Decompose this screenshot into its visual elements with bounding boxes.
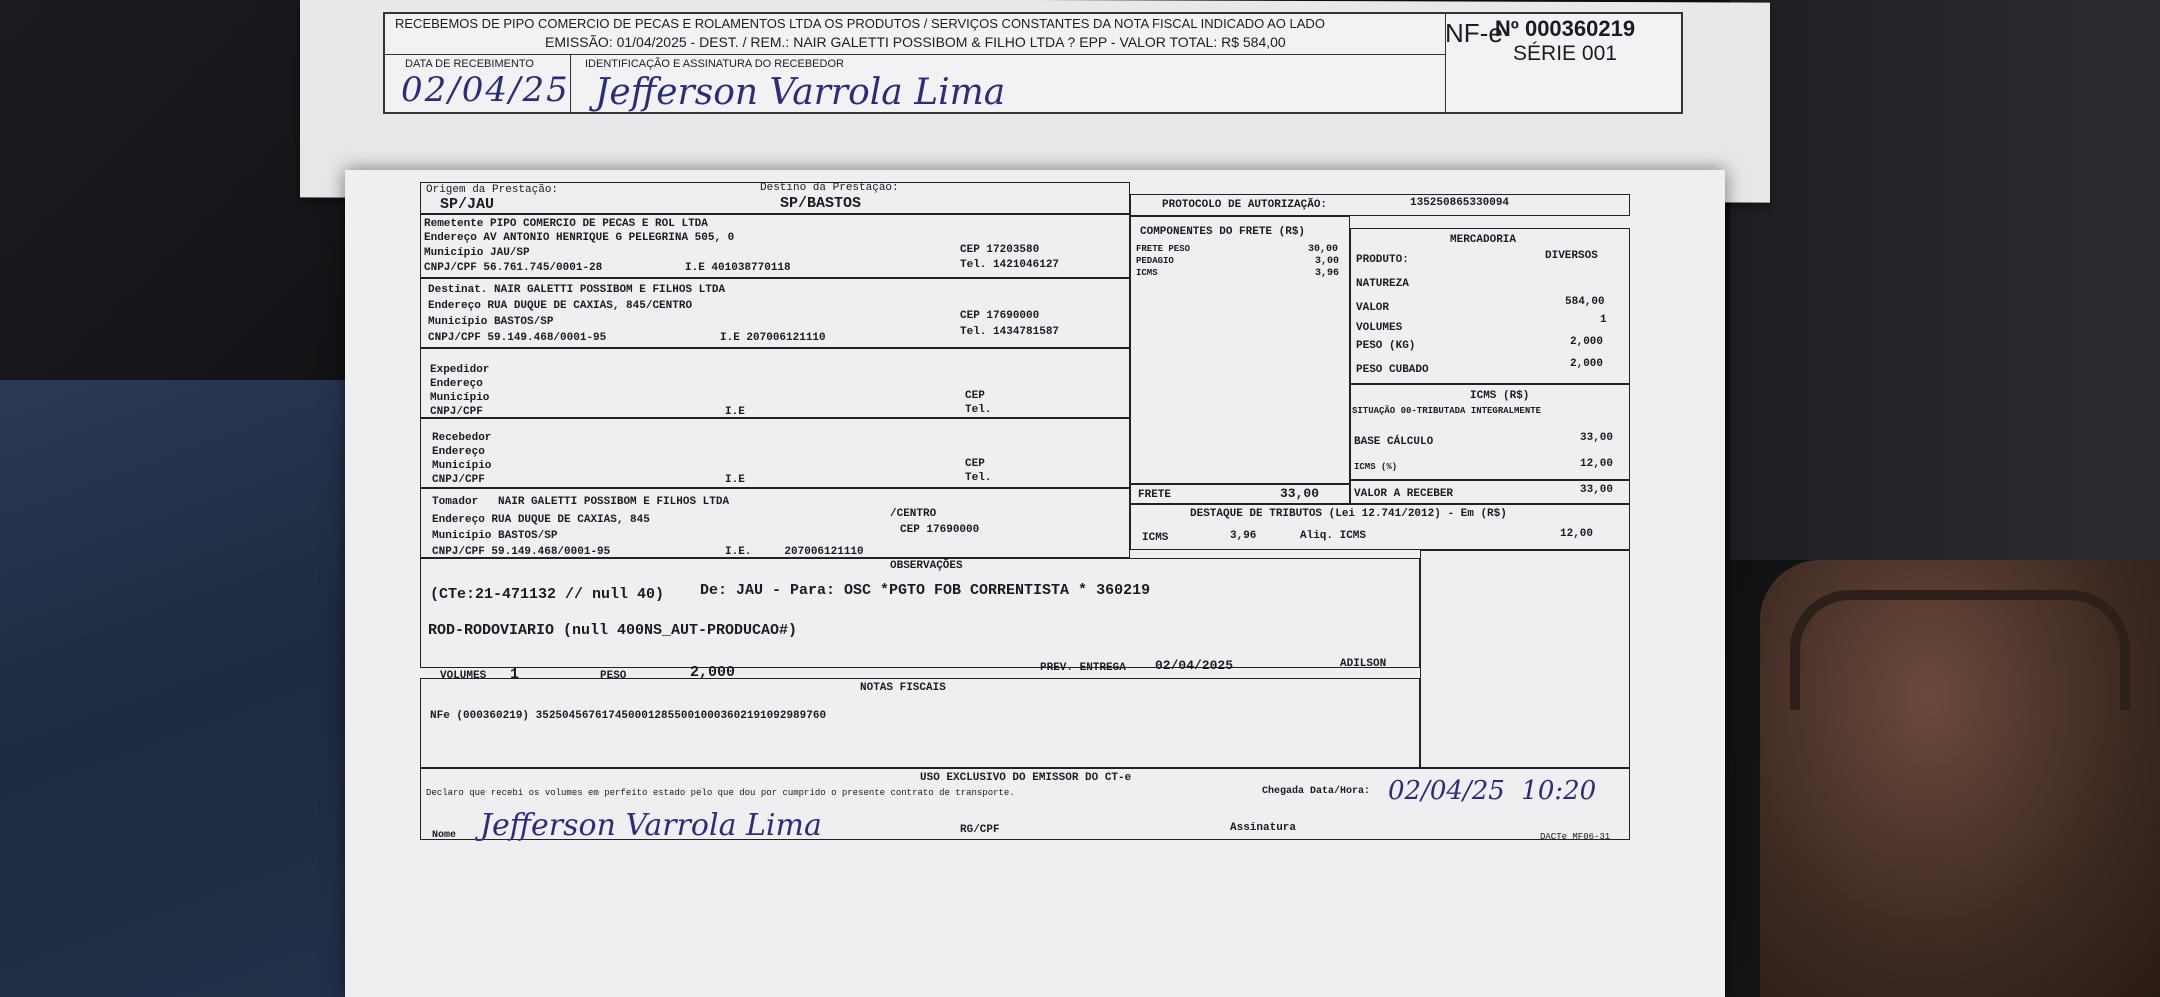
tomador-endereco: RUA DUQUE DE CAXIAS, 845 <box>491 514 650 526</box>
tributos-aliq-value: 12,00 <box>1560 528 1594 540</box>
pedagio-label: PEDAGIO <box>1136 256 1174 266</box>
tomador-cep-label: CEP <box>900 524 920 536</box>
icms-title: ICMS (R$) <box>1470 390 1530 402</box>
destino-label: Destino da Prestação: <box>760 182 899 194</box>
recebedor-endereco-label: Endereço <box>432 446 485 458</box>
expedidor-endereco-label: Endereço <box>430 378 483 390</box>
footer-assinatura-label: Assinatura <box>1230 822 1297 834</box>
tributos-icms-label: ICMS <box>1142 532 1169 544</box>
handwritten-date: 02/04/25 <box>401 70 570 110</box>
car-interior <box>1730 0 2160 560</box>
destinatario-cnpj-label: CNPJ/CPF <box>428 332 481 344</box>
produto-value: DIVERSOS <box>1545 250 1598 262</box>
tomador-ie-label: I.E. <box>725 546 752 558</box>
motorista: ADILSON <box>1340 658 1387 670</box>
recebedor-municipio-label: Município <box>432 460 492 472</box>
recebedor-box <box>420 418 1130 488</box>
protocolo-value: 135250865330094 <box>1410 197 1510 209</box>
nfe-series: SÉRIE 001 <box>1513 42 1617 65</box>
frete-peso-label: FRETE PESO <box>1136 244 1191 254</box>
bag-strap <box>1790 590 2130 710</box>
tomador-cnpj-label: CNPJ/CPF <box>432 546 485 558</box>
receiver-id-label: IDENTIFICAÇÃO E ASSINATURA DO RECEBEDOR <box>585 58 844 70</box>
prev-entrega-label: PREV. ENTREGA <box>1040 662 1126 674</box>
remetente-cnpj-label: CNPJ/CPF <box>424 262 477 274</box>
recebedor-label: Recebedor <box>432 432 492 444</box>
frete-label: FRETE <box>1138 489 1172 501</box>
expedidor-box <box>420 348 1130 418</box>
tributos-icms-value: 3,96 <box>1230 530 1257 542</box>
stub-line2: EMISSÃO: 01/04/2025 - DEST. / REM.: NAIR GALETTI POSSIBOM & FILHO LTDA ? EPP - VALOR TOTAL: R$ 584,00 <box>545 34 1286 50</box>
receipt-date-label: DATA DE RECEBIMENTO <box>405 58 534 70</box>
stub-line1: RECEBEMOS DE PIPO COMERCIO DE PECAS E ROLAMENTOS LTDA OS PRODUTOS / SERVIÇOS CONSTANTES DA NOTA FISCAL INDICADO AO LADO <box>395 16 1325 31</box>
remetente-cep: 17203580 <box>986 244 1040 256</box>
expedidor-label: Expedidor <box>430 364 490 376</box>
icms-aliq-value: 12,00 <box>1580 458 1614 470</box>
obs-line1: (CTe:21-471132 // null 40) <box>430 586 665 603</box>
obs-volumes-value: 1 <box>510 666 520 683</box>
destinatario-nome: NAIR GALETTI POSSIBOM E FILHOS LTDA <box>494 284 726 296</box>
recebedor-cep-label: CEP <box>965 458 985 470</box>
icms-comp-value: 3,96 <box>1315 268 1340 279</box>
destinatario-cep-label: CEP <box>960 310 980 322</box>
natureza-label: NATUREZA <box>1356 278 1409 290</box>
footer-rg-label: RG/CPF <box>960 824 1000 836</box>
nfe-title: NF-e <box>1445 18 1503 48</box>
remetente-municipio-label: Município <box>424 247 484 259</box>
expedidor-tel-label: Tel. <box>965 404 992 416</box>
recebedor-cnpj-label: CNPJ/CPF <box>432 474 485 486</box>
chegada-handwritten: 02/04/25 10:20 <box>1388 776 1597 806</box>
destinatario-municipio: BASTOS/SP <box>494 316 554 328</box>
tomador-nome: NAIR GALETTI POSSIBOM E FILHOS LTDA <box>498 496 730 508</box>
remetente-tel-label: Tel. <box>960 259 987 271</box>
valor-receber-value: 33,00 <box>1580 484 1614 496</box>
expedidor-cep-label: CEP <box>965 390 985 402</box>
frete-peso-value: 30,00 <box>1308 244 1339 255</box>
peso-label: PESO (KG) <box>1356 340 1416 352</box>
peso-cubado-value: 2,000 <box>1570 358 1604 370</box>
remetente-ie: 401038770118 <box>711 262 791 274</box>
produto-label: PRODUTO: <box>1356 254 1409 266</box>
remetente-municipio: JAU/SP <box>490 247 530 259</box>
footer-signature: Jefferson Varrola Lima <box>480 808 822 843</box>
icms-comp-label: ICMS <box>1136 268 1158 278</box>
frete-value: 33,00 <box>1280 486 1320 501</box>
mercadoria-title: MERCADORIA <box>1450 234 1517 246</box>
tomador-ie: 207006121110 <box>784 546 864 558</box>
protocolo-label: PROTOCOLO DE AUTORIZAÇÃO: <box>1162 199 1328 211</box>
handwritten-signature: Jefferson Varrola Lima <box>595 72 1006 113</box>
obs-line1b: De: JAU - Para: OSC *PGTO FOB CORRENTISTA * 360219 <box>700 582 1151 599</box>
tomador-complemento: /CENTRO <box>890 508 937 520</box>
nfe-number: Nº 000360219 <box>1494 16 1636 41</box>
remetente-cep-label: CEP <box>960 244 980 256</box>
footer-declaro: Declaro que recebi os volumes em perfeito estado pelo que dou por cumprido o presente contrato de transporte. <box>426 788 1015 798</box>
notas-title: NOTAS FISCAIS <box>860 682 946 694</box>
destinatario-ie: 207006121110 <box>746 332 826 344</box>
peso-cubado-label: PESO CUBADO <box>1356 364 1429 376</box>
volumes-value: 1 <box>1600 314 1607 326</box>
remetente-cnpj: 56.761.745/0001-28 <box>483 262 603 274</box>
remetente-label: Remetente <box>424 218 484 230</box>
tomador-cep: 17690000 <box>926 524 980 536</box>
remetente-ie-label: I.E <box>685 262 705 274</box>
observacoes-title: OBSERVAÇÕES <box>890 560 963 572</box>
footer-title: USO EXCLUSIVO DO EMISSOR DO CT-e <box>920 772 1132 784</box>
valor-receber-label: VALOR A RECEBER <box>1354 488 1454 500</box>
valor-value: 584,00 <box>1565 296 1605 308</box>
origem-label: Origem da Prestação: <box>426 184 559 196</box>
destinatario-tel-label: Tel. <box>960 326 987 338</box>
obs-peso-label: PESO <box>600 670 627 682</box>
destinatario-tel: 1434781587 <box>993 326 1060 338</box>
nfe-receipt-stub <box>383 12 1683 114</box>
tomador-endereco-label: Endereço <box>432 514 485 526</box>
tomador-municipio-label: Município <box>432 530 492 542</box>
destinatario-endereco: RUA DUQUE DE CAXIAS, 845/CENTRO <box>487 300 693 312</box>
base-calculo-value: 33,00 <box>1580 432 1614 444</box>
componentes-title: COMPONENTES DO FRETE (R$) <box>1140 226 1306 238</box>
icms-situacao: SITUAÇÃO 00-TRIBUTADA INTEGRALMENTE <box>1352 406 1542 416</box>
recebedor-ie-label: I.E <box>725 474 745 486</box>
destinatario-municipio-label: Município <box>428 316 488 328</box>
tomador-municipio: BASTOS/SP <box>498 530 558 542</box>
tomador-cnpj: 59.149.468/0001-95 <box>491 546 611 558</box>
icms-aliq-label: ICMS (%) <box>1354 462 1398 472</box>
destinatario-ie-label: I.E <box>720 332 740 344</box>
obs-peso-value: 2,000 <box>690 664 736 681</box>
footer-code: DACTe_MF06-31 <box>1540 832 1611 842</box>
chegada-label: Chegada Data/Hora: <box>1262 786 1371 797</box>
observacoes-box <box>420 558 1420 668</box>
valor-label: VALOR <box>1356 302 1390 314</box>
obs-volumes-label: VOLUMES <box>440 670 487 682</box>
dacte-document <box>420 182 1640 862</box>
tributos-title: DESTAQUE DE TRIBUTOS (Lei 12.741/2012) - Em (R$) <box>1190 508 1507 520</box>
obs-line2: ROD-RODOVIARIO (null 400NS_AUT-PRODUCAO#) <box>428 622 798 639</box>
destinatario-cnpj: 59.149.468/0001-95 <box>487 332 607 344</box>
destinatario-endereco-label: Endereço <box>428 300 481 312</box>
origem-value: SP/JAU <box>440 196 495 213</box>
prev-entrega-value: 02/04/2025 <box>1155 658 1234 673</box>
tomador-label: Tomador <box>432 496 479 508</box>
remetente-endereco: AV ANTONIO HENRIQUE G PELEGRINA 505, 0 <box>483 232 735 244</box>
base-calculo-label: BASE CÁLCULO <box>1354 436 1434 448</box>
notas-line: NFe (000360219) 35250456761745000128550010003602191092989760 <box>430 710 827 722</box>
expedidor-municipio-label: Município <box>430 392 490 404</box>
recebedor-tel-label: Tel. <box>965 472 992 484</box>
expedidor-cnpj-label: CNPJ/CPF <box>430 406 483 418</box>
volumes-label: VOLUMES <box>1356 322 1403 334</box>
remetente-nome: PIPO COMERCIO DE PECAS E ROL LTDA <box>490 218 708 230</box>
destinatario-cep: 17690000 <box>986 310 1040 322</box>
destino-value: SP/BASTOS <box>780 195 862 212</box>
expedidor-ie-label: I.E <box>725 406 745 418</box>
destinatario-label: Destinat. <box>428 284 488 296</box>
empty-side-box <box>1420 550 1630 768</box>
footer-nome-label: Nome <box>432 830 457 841</box>
nfe-number-box <box>1445 14 1685 66</box>
tributos-aliq-label: Aliq. ICMS <box>1300 530 1367 542</box>
pedagio-value: 3,00 <box>1315 256 1340 267</box>
peso-value: 2,000 <box>1570 336 1604 348</box>
remetente-endereco-label: Endereço <box>424 232 477 244</box>
remetente-tel: 1421046127 <box>993 259 1060 271</box>
